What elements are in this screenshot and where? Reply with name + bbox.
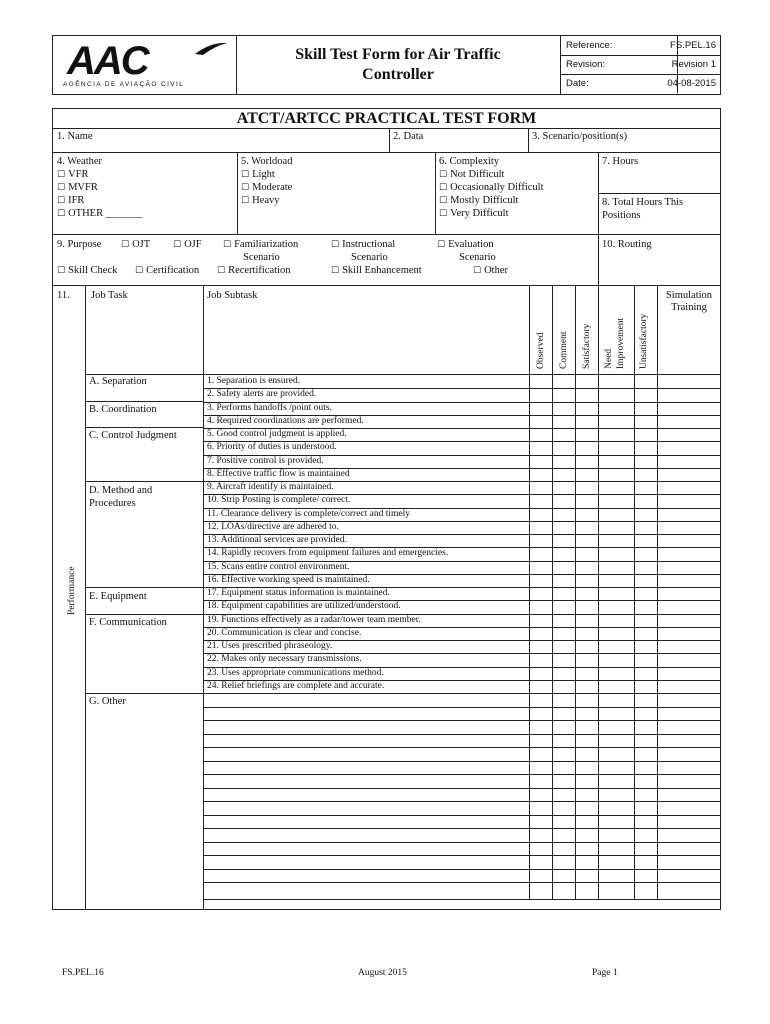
scenario-label: 3. Scenario/position(s) — [532, 131, 628, 142]
weather-label: 4. Weather — [57, 156, 103, 167]
task-other: G. Other — [89, 696, 126, 707]
routing-label: 10. Routing — [602, 239, 652, 250]
subtask-row: 13. Additional services are provided. — [207, 535, 347, 545]
satisfactory-column-header: Satisfactory — [582, 323, 592, 369]
blank-row-line — [203, 734, 720, 735]
task-method-procedures-1: D. Method and — [89, 485, 153, 496]
blank-row-line — [203, 882, 720, 883]
reference-row — [560, 36, 720, 56]
revision-label: Revision: — [566, 59, 606, 70]
workload-moderate-checkbox[interactable]: ☐ Moderate — [241, 181, 292, 195]
weather-mvfr-checkbox[interactable]: ☐ MVFR — [57, 181, 98, 195]
blank-row-line — [203, 855, 720, 856]
document-header — [52, 35, 721, 95]
workload-heavy-checkbox[interactable]: ☐ Heavy — [241, 194, 279, 208]
subtask-row: 18. Equipment capabilities are utilized/understood. — [207, 601, 401, 612]
blank-row-line — [203, 815, 720, 816]
purpose-label: 9. Purpose — [57, 239, 102, 250]
practical-test-title: ATCT/ARTCC PRACTICAL TEST FORM — [236, 110, 537, 127]
subtask-row: 19. Functions effectively as a radar/tower team member. — [207, 614, 421, 625]
performance-label: Performance — [67, 566, 77, 615]
complexity-label: 6. Complexity — [439, 156, 500, 167]
title-cell — [236, 36, 561, 94]
blank-row-line — [203, 828, 720, 829]
blank-row-line — [203, 788, 720, 789]
footer-date: August 2015 — [358, 968, 407, 978]
unsatisfactory-column-header: Unsatisfactory — [639, 313, 649, 369]
hours-label: 7. Hours — [602, 156, 639, 167]
job-task-header: Job Task — [91, 290, 128, 301]
instructional-scenario-text: Scenario — [351, 252, 388, 263]
logo-subtitle: AGÊNCIA DE AVIAÇÃO CIVIL — [63, 81, 185, 88]
section-11-label: 11. — [57, 290, 70, 301]
subtask-row: 15. Scans entire control environment. — [207, 561, 350, 572]
subtask-row: 24. Relief briefings are complete and accurate. — [207, 680, 385, 691]
task-control-judgment: C. Control Judgment — [89, 430, 177, 441]
revision-row — [560, 55, 720, 75]
workload-label: 5. Worldoad — [241, 156, 293, 167]
complexity-not-difficult-checkbox[interactable]: ☐ Not Difficult — [439, 168, 504, 182]
logo-swoosh-icon — [193, 40, 229, 56]
task-equipment: E. Equipment — [89, 591, 147, 602]
workload-light-checkbox[interactable]: ☐ Light — [241, 168, 275, 182]
logo-cell — [53, 36, 237, 94]
subtask-row: 16. Effective working speed is maintained. — [207, 574, 370, 585]
blank-row-line — [203, 869, 720, 870]
purpose-familiarization-checkbox[interactable]: ☐ Familiarization — [223, 238, 298, 252]
date-value: 04-08-2015 — [667, 78, 716, 89]
need-column-header-1: Need — [604, 348, 614, 369]
subtask-row: 3. Performs handoffs /point outs. — [207, 402, 332, 413]
task-method-procedures-2: Procedures — [89, 498, 136, 509]
date-label: Date: — [566, 78, 589, 89]
subtask-row: 22. Makes only necessary transmissions. — [207, 654, 362, 665]
blank-row-line — [203, 720, 720, 721]
simulation-label-1: Simulation — [665, 290, 713, 301]
purpose-other-checkbox[interactable]: ☐ Other — [473, 264, 508, 278]
subtask-row: 12. LOAs/directive are adhered to. — [207, 521, 339, 532]
need-column-header-2: Improvement — [616, 317, 626, 369]
simulation-label-2: Training — [671, 302, 707, 313]
subtask-row: 23. Uses appropriate communications method. — [207, 667, 384, 678]
form-title: Skill Test Form for Air Traffic Controller — [295, 46, 501, 83]
footer-doc-id: FS.PEL.16 — [62, 968, 104, 978]
name-label: 1. Name — [57, 131, 93, 142]
blank-row-line — [203, 774, 720, 775]
weather-ifr-checkbox[interactable]: ☐ IFR — [57, 194, 84, 208]
observed-column-header: Observed — [536, 332, 546, 369]
reference-label: Reference: — [566, 40, 613, 51]
comment-column-header: Comment — [559, 331, 569, 369]
task-communication: F. Communication — [89, 617, 167, 628]
purpose-certification-checkbox[interactable]: ☐ Certification — [135, 264, 199, 278]
subtask-row: 21. Uses prescribed phraseology. — [207, 641, 333, 651]
total-hours-label: 8. Total Hours This Positions — [602, 197, 684, 221]
subtask-row: 6. Priority of duties is understood. — [207, 442, 337, 453]
job-subtask-header: Job Subtask — [207, 290, 258, 301]
subtask-row: 8. Effective traffic flow is maintained — [207, 468, 350, 479]
evaluation-scenario-text: Scenario — [459, 252, 496, 263]
aac-logo: AAC — [67, 39, 148, 83]
complexity-mostly-checkbox[interactable]: ☐ Mostly Difficult — [439, 194, 518, 208]
purpose-ojt-checkbox[interactable]: ☐ OJT — [121, 238, 150, 252]
date-row — [560, 74, 720, 93]
purpose-recertification-checkbox[interactable]: ☐ Recertification — [217, 264, 290, 278]
subtask-row: 5. Good control judgment is applied. — [207, 429, 347, 439]
subtask-row: 14. Rapidly recovers from equipment failures and emergencies. — [207, 548, 449, 559]
familiarization-scenario-text: Scenario — [243, 252, 280, 263]
subtask-row: 10. Strip Posting is complete/ correct. — [207, 495, 351, 506]
data-label: 2. Data — [393, 131, 424, 142]
blank-row-line — [203, 761, 720, 762]
revision-value: Revision 1 — [671, 59, 716, 70]
footer-page: Page 1 — [592, 968, 618, 978]
weather-vfr-checkbox[interactable]: ☐ VFR — [57, 168, 89, 182]
purpose-ojf-checkbox[interactable]: ☐ OJF — [173, 238, 202, 252]
subtask-row: 9. Aircraft identify is maintained. — [207, 482, 334, 492]
weather-other-checkbox[interactable]: ☐ OTHER _______ — [57, 207, 142, 221]
purpose-instructional-checkbox[interactable]: ☐ Instructional — [331, 238, 395, 252]
purpose-skill-check-checkbox[interactable]: ☐ Skill Check — [57, 264, 117, 278]
subtask-row: 4. Required coordinations are performed. — [207, 415, 364, 426]
subtask-row: 11. Clearance delivery is complete/correct and timely — [207, 508, 411, 519]
task-coordination: B. Coordination — [89, 404, 157, 415]
purpose-evaluation-checkbox[interactable]: ☐ Evaluation — [437, 238, 494, 252]
subtask-row: 1. Separation is ensured. — [207, 376, 301, 386]
reference-value: FS.PEL.16 — [670, 40, 716, 51]
blank-row-line — [203, 842, 720, 843]
blank-row-line — [203, 707, 720, 708]
subtask-row: 17. Equipment status information is maintained. — [207, 588, 390, 598]
blank-row-line — [203, 747, 720, 748]
blank-row-line — [203, 801, 720, 802]
practical-test-form — [52, 108, 721, 910]
complexity-very-checkbox[interactable]: ☐ Very Difficult — [439, 207, 509, 221]
subtask-row: 2. Safety alerts are provided. — [207, 389, 317, 400]
subtask-row: 20. Communication is clear and concise. — [207, 627, 362, 638]
purpose-skill-enhancement-checkbox[interactable]: ☐ Skill Enhancement — [331, 264, 422, 278]
complexity-occasionally-checkbox[interactable]: ☐ Occasionally Difficult — [439, 181, 543, 195]
task-separation: A. Separation — [89, 376, 147, 387]
subtask-row: 7. Positive control is provided. — [207, 455, 324, 466]
